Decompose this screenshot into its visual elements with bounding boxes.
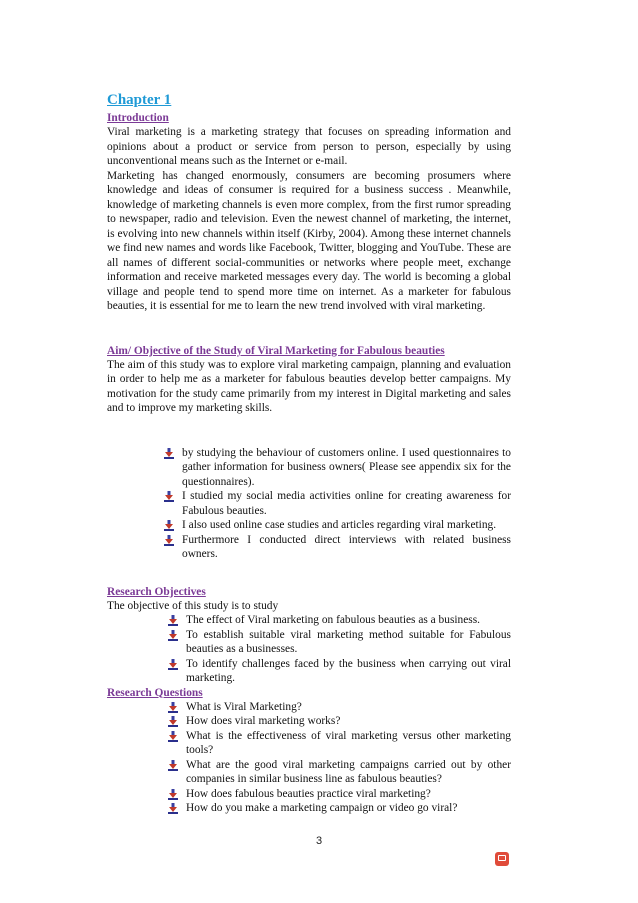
aim-paragraph: The aim of this study was to explore viral marketing campaign, planning and evaluation in order to help me as a marketer for fabulous beauties develop better campaigns. My motivation for the study came primarily from my interest in Digital marketing and sales and to improve my marketing skills. [107,358,511,414]
list-item: by studying the behaviour of customers online. I used questionnaires to gather information for business owners( Please see appendix six for the questionnaires). [182,446,511,490]
research-objectives-heading: Research Objectives [107,585,206,598]
page-number: 3 [315,835,323,847]
intro-paragraph-1: Viral marketing is a marketing strategy that focuses on spreading information and opinions about a product or service from person to person, especially by using unconventional means such as the Internet or e-mail. [107,126,511,167]
intro-paragraph-2: Marketing has changed enormously, consumers are becoming prosumers where knowledge and ideas of consumer is required for a business success . Meanwhile, knowledge of marketing channels is even more complex, from the first rumor spreading to newspaper, radio and television. Even the newest channel of marketing, the internet, is evolving into new channels within itself (Kirby, 2004). Among these internet channels we find new names and words like Facebook, Twitter, blogging and YouTube. These are all names of different social-communities or networks where people meet, exchange information and receive marketed messages every day. The world is becoming a global village and people tend to spend more time on internet. As a marketer for fabulous beauties, it is essential for me to learn the new trend involved with viral marketing. [107,169,511,312]
arrow-bullet-icon [163,491,175,502]
questions-bullet-list [107,700,511,816]
arrow-bullet-icon [163,448,175,459]
list-item: What is Viral Marketing? [186,700,511,715]
list-item: The effect of Viral marketing on fabulous beauties as a business. [186,613,511,628]
arrow-bullet-icon [167,615,179,626]
research-questions-heading: Research Questions [107,686,203,699]
objectives-bullet-list [107,613,511,686]
list-item: Furthermore I conducted direct interviews with related business owners. [182,533,511,562]
arrow-bullet-icon [167,789,179,800]
chapter-title: Chapter 1 [107,92,172,108]
list-item: What are the good viral marketing campaigns carried out by other companies in similar business line as fabulous beauties? [186,758,511,787]
arrow-bullet-icon [167,760,179,771]
list-item: What is the effectiveness of viral marketing versus other marketing tools? [186,729,511,758]
slideshare-badge-icon[interactable] [495,852,509,866]
list-item: How do you make a marketing campaign or video go viral? [186,801,511,816]
arrow-bullet-icon [163,535,175,546]
introduction-heading: Introduction [107,112,169,124]
arrow-bullet-icon [167,659,179,670]
list-item: How does fabulous beauties practice viral marketing? [186,787,511,802]
arrow-bullet-icon [167,803,179,814]
aim-bullet-list [107,446,511,562]
list-item: How does viral marketing works? [186,714,511,729]
document-body [107,92,511,816]
list-item: To identify challenges faced by the business when carrying out viral marketing. [186,657,511,686]
arrow-bullet-icon [167,731,179,742]
list-item: I also used online case studies and articles regarding viral marketing. [182,518,511,533]
list-item: To establish suitable viral marketing method suitable for Fabulous beauties as a businesses. [186,628,511,657]
list-item: I studied my social media activities online for creating awareness for Fabulous beauties. [182,489,511,518]
objectives-intro: The objective of this study is to study [107,599,279,612]
arrow-bullet-icon [163,520,175,531]
arrow-bullet-icon [167,630,179,641]
arrow-bullet-icon [167,702,179,713]
arrow-bullet-icon [167,716,179,727]
aim-heading: Aim/ Objective of the Study of Viral Marketing for Fabulous beauties [107,344,445,357]
